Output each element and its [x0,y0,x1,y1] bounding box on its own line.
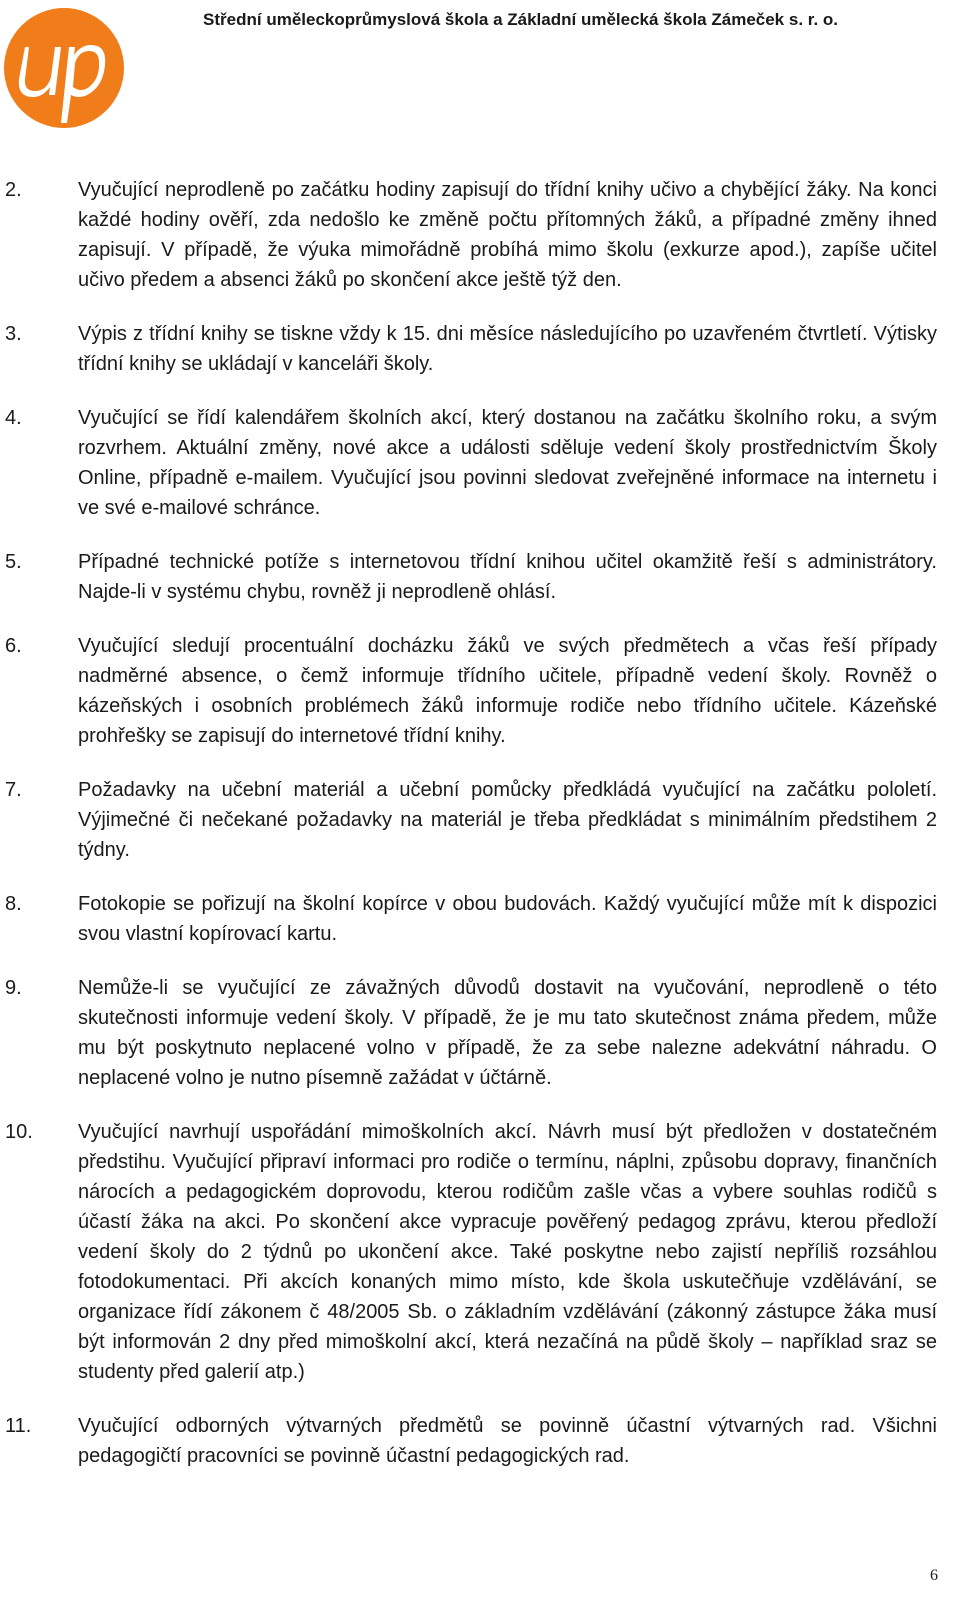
list-item-number: 8. [5,893,22,915]
list-item-number: 2. [5,179,22,201]
list-item [0,889,937,949]
list-item-number: 7. [5,779,22,801]
list-item-text: Vyučující navrhují uspořádání mimoškolních akcí. Návrh musí být předložen v dostatečném předstihu. Vyučující připraví informaci pro rodiče o termínu, náplni, způsobu dopravy, finančních nárocích a pedagogickém doprovodu, kterou rodičům zašle včas a vybere souhlas rodičů s účastí žáka na akci. Po skončení akce vypracuje pověřený pedagog zprávu, kterou předloží vedení školy do 2 týdnů po ukončení akce. Také poskytne nebo zajistí nepříliš rozsáhlou fotodokumentaci. Při akcích konaných mimo místo, kde škola uskutečňuje vzdělávání, se organizace řídí zákonem č 48/2005 Sb. o základním vzdělávání (zákonný zástupce žáka musí být informován 2 dny před mimoškolní akcí, která nezačíná na půdě školy – například sraz se studenty před galerií atp.) [78,1121,937,1383]
list-item-text: Nemůže-li se vyučující ze závažných důvodů dostavit na vyučování, neprodleně o této skutečnosti informuje vedení školy. V případě, že je mu tato skutečnost známa předem, může mu být poskytnuto neplacené volno v případě, že za sebe nalezne adekvátní náhradu. O neplacené volno je nutno písemně zažádat v účtárně. [78,977,937,1089]
list-item-text: Vyučující sledují procentuální docházku žáků ve svých předmětech a včas řeší případy nadměrné absence, o čemž informuje třídního učitele, případně vedení školy. Rovněž o kázeňských i osobních problémech žáků informuje rodiče nebo třídního učitele. Kázeňské prohřešky se zapisují do internetové třídní knihy. [78,635,937,747]
list-item [0,403,937,523]
school-name-header: Střední uměleckoprůmyslová škola a Základní umělecká škola Zámeček s. r. o. [203,10,838,29]
list-item [0,319,937,379]
school-logo [3,7,126,130]
page-number: 6 [930,1567,938,1584]
list-item [0,1117,937,1387]
list-item [0,775,937,865]
list-item [0,973,937,1093]
list-item-text: Případné technické potíže s internetovou třídní knihou učitel okamžitě řeší s administrátory. Najde-li v systému chybu, rovněž ji neprodleně ohlásí. [78,551,937,603]
list-item-text: Vyučující neprodleně po začátku hodiny zapisují do třídní knihy učivo a chybějící žáky. Na konci každé hodiny ověří, zda nedošlo ke změně počtu přítomných žáků, a případné změny ihned zapisují. V případě, že výuka mimořádně probíhá mimo školu (exkurze apod.), zapíše učitel učivo předem a absenci žáků po skončení akce ještě týž den. [78,179,937,291]
list-item-number: 4. [5,407,22,429]
list-item-text: Vyučující odborných výtvarných předmětů se povinně účastní výtvarných rad. Všichni pedagogičtí pracovníci se povinně účastní pedagogických rad. [78,1415,937,1467]
list-item-number: 3. [5,323,22,345]
list-item-number: 9. [5,977,22,999]
list-item-text: Vyučující se řídí kalendářem školních akcí, který dostanou na začátku školního roku, a svým rozvrhem. Aktuální změny, nové akce a události sděluje vedení školy prostřednictvím Školy Online, případně e-mailem. Vyučující jsou povinni sledovat zveřejněné informace na internetu i ve své e-mailové schránce. [78,407,937,519]
list-item-number: 10. [5,1121,33,1143]
list-item-number: 11. [5,1415,32,1437]
list-item-text: Požadavky na učební materiál a učební pomůcky předkládá vyučující na začátku pololetí. Výjimečné či nečekané požadavky na materiál je třeba předkládat s minimálním předstihem 2 týdny. [78,779,937,861]
list-item [0,547,937,607]
document-body [0,175,937,1495]
list-item-text: Fotokopie se pořizují na školní kopírce v obou budovách. Každý vyučující může mít k dispozici svou vlastní kopírovací kartu. [78,893,937,945]
list-item-text: Výpis z třídní knihy se tiskne vždy k 15. dni měsíce následujícího po uzavřeném čtvrtletí. Výtisky třídní knihy se ukládají v kanceláři školy. [78,323,937,375]
list-item [0,175,937,295]
list-item [0,1411,937,1471]
list-item-number: 5. [5,551,22,573]
list-item [0,631,937,751]
list-item-number: 6. [5,635,22,657]
